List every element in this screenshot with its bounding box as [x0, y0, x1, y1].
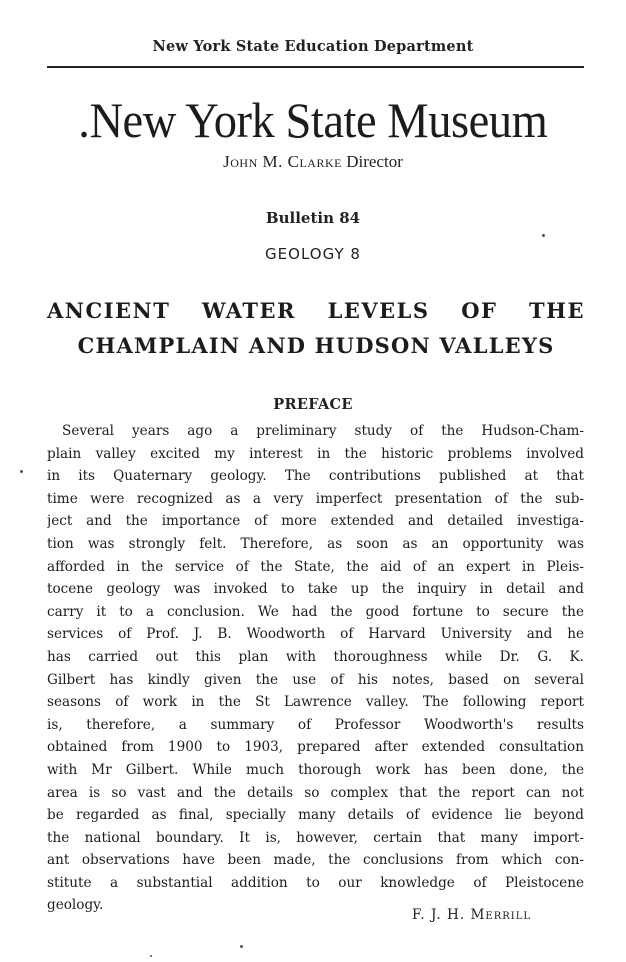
preface-line: ant observations have been made, the conclusions from which con- — [47, 852, 584, 869]
director-name: John M. Clarke — [223, 152, 342, 171]
preface-line: tion was strongly felt. Therefore, as soon as an opportunity was — [47, 535, 584, 552]
print-speck — [20, 470, 23, 473]
preface-line: the national boundary. It is, however, certain that many import- — [47, 829, 584, 846]
preface-line: has carried out this plan with thoroughness while Dr. G. K. — [47, 648, 584, 665]
preface-line: stitute a substantial addition to our knowledge of Pleistocene — [47, 874, 584, 891]
director-title: Director — [346, 152, 403, 171]
header-rule — [47, 66, 584, 68]
preface-line: be regarded as final, specially many details of evidence lie beyond — [47, 807, 584, 824]
title-word: THE — [529, 298, 585, 323]
preface-line: carry it to a conclusion. We had the good fortune to secure the — [47, 603, 584, 620]
preface-line: geology. — [47, 897, 104, 914]
preface-line: seasons of work in the St Lawrence valley. The following report — [47, 694, 584, 711]
title-word: OF — [461, 298, 498, 323]
preface-body — [47, 420, 584, 917]
preface-line: services of Prof. J. B. Woodworth of Harvard University and he — [47, 626, 584, 643]
preface-line: Gilbert has kindly given the use of his notes, based on several — [47, 671, 584, 688]
print-speck — [240, 945, 243, 948]
preface-line: ject and the importance of more extended and detailed investiga- — [47, 513, 584, 530]
print-speck — [542, 234, 545, 237]
preface-line: afforded in the service of the State, the aid of an expert in Pleis- — [47, 558, 584, 575]
title-word: ANCIENT — [47, 298, 171, 323]
preface-line: in its Quaternary geology. The contributions published at that — [47, 468, 584, 485]
signature — [412, 907, 592, 923]
preface-line: with Mr Gilbert. While much thorough work has been done, the — [47, 761, 584, 778]
preface-line: plain valley excited my interest in the historic problems involved — [47, 445, 584, 462]
preface-line: area is so vast and the details so complex that the report can not — [47, 784, 584, 801]
title-word: WATER — [201, 298, 296, 323]
preface-line: tocene geology was invoked to take up the inquiry in detail and — [47, 581, 584, 598]
title-word: LEVELS — [327, 298, 430, 323]
signature-name: F. J. H. Merrill — [412, 907, 531, 923]
bulletin-number: Bulletin 84 — [265, 209, 361, 227]
title-line-2: CHAMPLAIN AND HUDSON VALLEYS — [77, 333, 555, 358]
preface-line: obtained from 1900 to 1903, prepared after extended consultation — [47, 739, 584, 756]
preface-heading: PREFACE — [273, 396, 353, 413]
preface-line: is, therefore, a summary of Professor Woodworth's results — [47, 716, 584, 733]
director-line — [0, 152, 626, 172]
series-label: GEOLOGY 8 — [265, 245, 361, 263]
department-heading: New York State Education Department — [152, 38, 474, 55]
title-line-1 — [47, 298, 585, 323]
preface-line: Several years ago a preliminary study of the Hudson-Cham- — [62, 423, 584, 439]
museum-title: .New York State Museum — [78, 92, 548, 148]
print-speck — [150, 955, 152, 957]
preface-line: time were recognized as a very imperfect presentation of the sub- — [47, 490, 584, 507]
